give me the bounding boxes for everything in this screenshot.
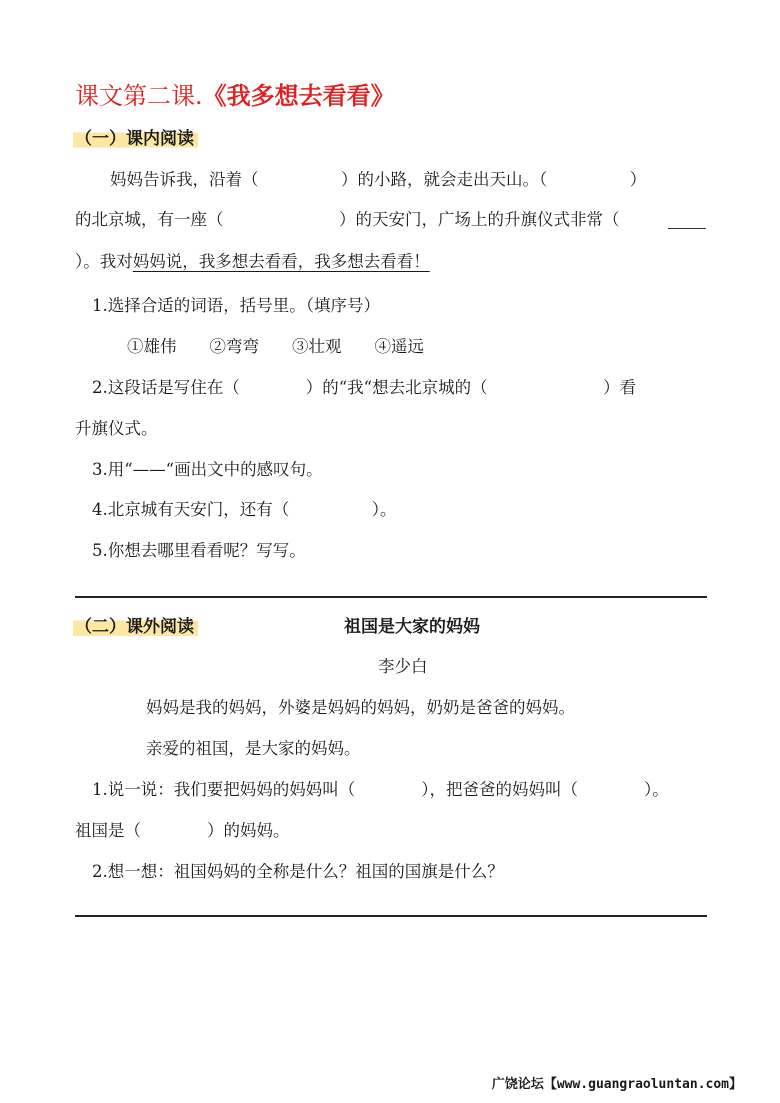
passage-line-3 xyxy=(75,248,430,272)
lesson-title xyxy=(75,76,395,111)
section2-question-1-line-1: 1.说一说：我们要把妈妈的妈妈叫（ ），把爸爸的妈妈叫（ ）。 xyxy=(92,780,669,799)
question-3: 3.用“——“画出文中的感叹句。 xyxy=(92,460,323,479)
question-1-options: ①雄伟 ②弯弯 ③壮观 ④遥远 xyxy=(127,337,424,356)
section2-question-1-line-2: 祖国是（ ）的妈妈。 xyxy=(75,821,290,840)
poem-title: 祖国是大家的妈妈 xyxy=(344,617,480,637)
passage-line-2: 的北京城，有一座（ ）的天安门，广场上的升旗仪式非常（ xyxy=(75,210,636,229)
question-5: 5.你想去哪里看看呢？写写。 xyxy=(92,541,306,560)
question-4: 4.北京城有天安门，还有（ ）。 xyxy=(92,500,397,519)
footer-watermark xyxy=(492,1073,742,1092)
poem-author: 李少白 xyxy=(378,657,428,676)
passage-line-1: 妈妈告诉我，沿着（ ）的小路，就会走出天山。（ ） xyxy=(110,170,647,189)
poem-line-2: 亲爱的祖国，是大家的妈妈。 xyxy=(146,739,361,758)
section-label-in-class-reading: （一）课内阅读 xyxy=(73,124,198,149)
blank-underline xyxy=(668,228,706,229)
section2-question-2: 2.想一想：祖国妈妈的全称是什么？祖国的国旗是什么？ xyxy=(92,862,504,881)
question-2-line-2: 升旗仪式。 xyxy=(75,419,158,438)
footer-site-name: 广饶论坛 xyxy=(491,1077,544,1092)
lesson-name: 《我多想去看看》 xyxy=(202,81,395,110)
passage-line-3-start: ）。我对 xyxy=(75,252,133,271)
section-label-extracurricular-reading: （二）课外阅读 xyxy=(73,612,198,637)
exclamation-sentence: 妈妈说，我多想去看看，我多想去看看！ xyxy=(132,252,430,271)
divider-1 xyxy=(75,596,707,598)
divider-2 xyxy=(75,915,707,917)
footer-site-url: 【www.guangraoluntan.com】 xyxy=(543,1077,742,1092)
lesson-number: 课文第二课. xyxy=(75,82,203,110)
poem-line-1: 妈妈是我的妈妈，外婆是妈妈的妈妈，奶奶是爸爸的妈妈。 xyxy=(146,698,575,717)
question-2-line-1: 2.这段话是写住在（ ）的“我“想去北京城的（ ）看 xyxy=(92,378,637,397)
question-1: 1.选择合适的词语，括号里。（填序号） xyxy=(92,296,380,315)
